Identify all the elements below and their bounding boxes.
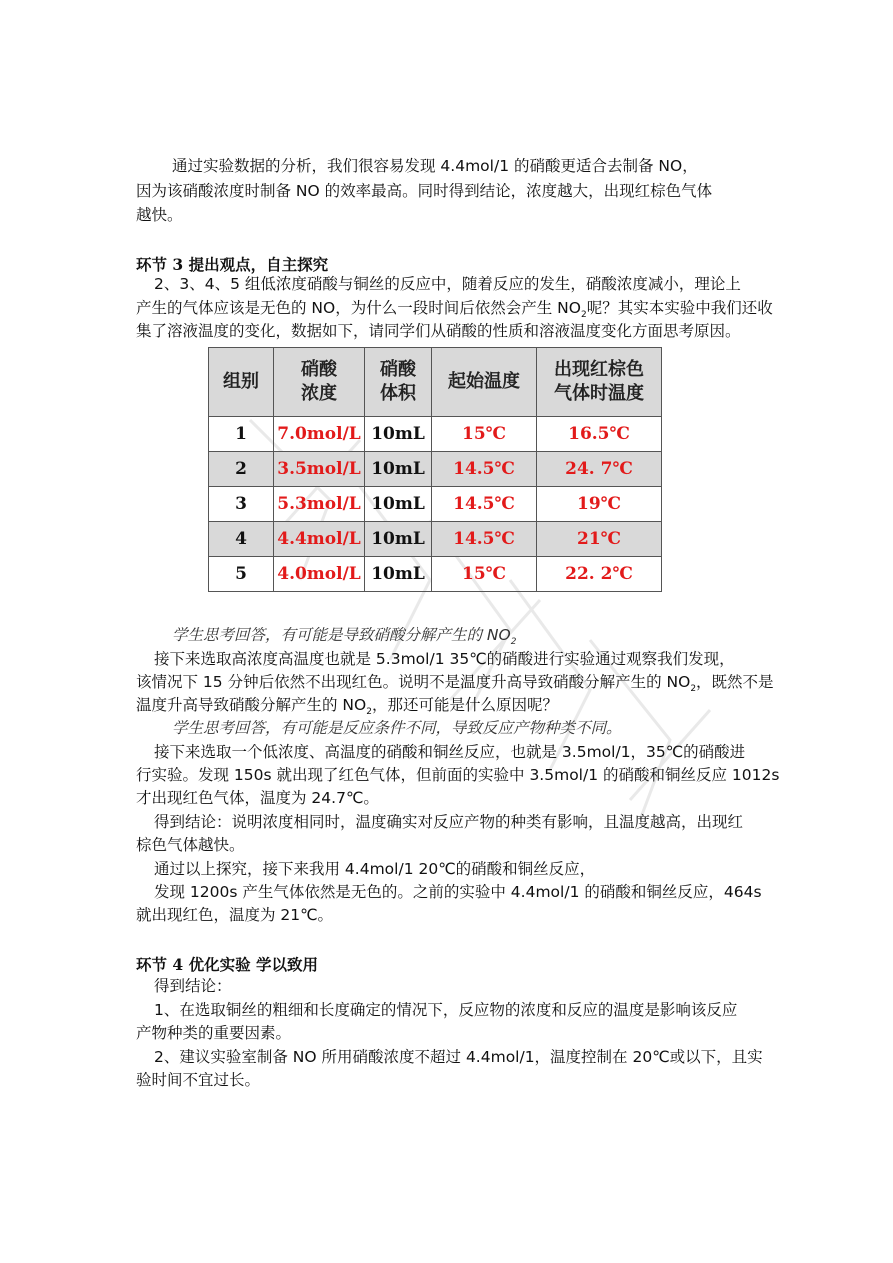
paragraph-line: 越快。 — [136, 206, 183, 224]
cell-concentration: 4.0mol/L — [274, 557, 365, 592]
paragraph-line: 1、在选取铜丝的粗细和长度确定的情况下，反应物的浓度和反应的温度是影响该反应 — [154, 1001, 738, 1019]
paragraph-line: 接下来选取高浓度高温度也就是 5.3mol/1 35℃的硝酸进行实验通过观察我们发现， — [154, 650, 735, 668]
table-row — [209, 557, 662, 592]
paragraph-line: 温度升高导致硝酸分解产生的 $NO_2$，那还可能是什么原因呢？ — [136, 696, 558, 718]
cell-group: 5 — [209, 557, 274, 592]
cell-volume: 10mL — [365, 557, 432, 592]
section-heading-3: 环节 3 提出观点，自主探究 — [136, 255, 329, 274]
paragraph-line: 棕色气体越快。 — [136, 836, 245, 854]
cell-group: 1 — [209, 417, 274, 452]
temperature-data-table — [208, 347, 662, 592]
header-concentration: 硝酸 浓度 — [274, 348, 365, 417]
header-start-temp: 起始温度 — [432, 348, 537, 417]
paragraph-line: 该情况下 15 分钟后依然不出现红色。说明不是温度升高导致硝酸分解产生的 $NO_2$，既然不是 — [136, 673, 774, 695]
cell-red-gas-temp: 21℃ — [537, 522, 662, 557]
student-answer-line: 学生思考回答，有可能是导致硝酸分解产生的 $NO_2$ — [172, 626, 517, 648]
header-red-gas-temp: 出现红棕色 气体时温度 — [537, 348, 662, 417]
cell-group: 4 — [209, 522, 274, 557]
cell-volume: 10mL — [365, 487, 432, 522]
paragraph-line: 集了溶液温度的变化，数据如下，请同学们从硝酸的性质和溶液温度变化方面思考原因。 — [136, 322, 741, 340]
cell-volume: 10mL — [365, 417, 432, 452]
paragraph-line: 得到结论：说明浓度相同时，温度确实对反应产物的种类有影响，且温度越高，出现红 — [154, 813, 744, 831]
header-volume: 硝酸 体积 — [365, 348, 432, 417]
paragraph-line: 因为该硝酸浓度时制备 NO 的效率最高。同时得到结论，浓度越大，出现红棕色气体 — [136, 182, 713, 200]
paragraph-line: 产生的气体应该是无色的 NO，为什么一段时间后依然会产生 $NO_2$呢？其实本实验中我们还收 — [136, 299, 773, 321]
cell-start-temp: 14.5℃ — [432, 487, 537, 522]
cell-red-gas-temp: 16.5℃ — [537, 417, 662, 452]
cell-volume: 10mL — [365, 522, 432, 557]
cell-volume: 10mL — [365, 452, 432, 487]
section-heading-4: 环节 4 优化实验 学以致用 — [136, 955, 318, 974]
cell-red-gas-temp: 19℃ — [537, 487, 662, 522]
paragraph-line: 通过以上探究，接下来我用 4.4mol/1 20℃的硝酸和铜丝反应， — [154, 860, 596, 878]
paragraph-line: 验时间不宜过长。 — [136, 1071, 261, 1089]
cell-group: 2 — [209, 452, 274, 487]
paragraph-line: 才出现红色气体，温度为 24.7℃。 — [136, 789, 379, 807]
paragraph-line: 接下来选取一个低浓度、高温度的硝酸和铜丝反应，也就是 3.5mol/1，35℃的硝酸进 — [154, 743, 746, 761]
student-answer-line: 学生思考回答，有可能是反应条件不同，导致反应产物种类不同。 — [172, 719, 622, 737]
paragraph-line: 得到结论： — [154, 977, 232, 995]
paragraph-line: 发现 1200s 产生气体依然是无色的。之前的实验中 4.4mol/1 的硝酸和铜丝反应，464s — [154, 883, 762, 901]
cell-concentration: 3.5mol/L — [274, 452, 365, 487]
table-row — [209, 417, 662, 452]
cell-start-temp: 15℃ — [432, 557, 537, 592]
paragraph-line: 2、建议实验室制备 NO 所用硝酸浓度不超过 4.4mol/1，温度控制在 20℃或以下，且实 — [154, 1048, 763, 1066]
cell-start-temp: 15℃ — [432, 417, 537, 452]
cell-start-temp: 14.5℃ — [432, 522, 537, 557]
paragraph-line: 产物种类的重要因素。 — [136, 1024, 292, 1042]
paragraph-line: 2、3、4、5 组低浓度硝酸与铜丝的反应中，随着反应的发生，硝酸浓度减小，理论上 — [154, 275, 741, 293]
table-row — [209, 487, 662, 522]
cell-start-temp: 14.5℃ — [432, 452, 537, 487]
cell-group: 3 — [209, 487, 274, 522]
table-row — [209, 452, 662, 487]
cell-concentration: 7.0mol/L — [274, 417, 365, 452]
paragraph-line: 行实验。发现 150s 就出现了红色气体，但前面的实验中 3.5mol/1 的硝酸和铜丝反应 1012s — [136, 766, 780, 784]
cell-red-gas-temp: 22. 2℃ — [537, 557, 662, 592]
paragraph-line: 就出现红色，温度为 21℃。 — [136, 906, 334, 924]
cell-red-gas-temp: 24. 7℃ — [537, 452, 662, 487]
cell-concentration: 5.3mol/L — [274, 487, 365, 522]
table-row — [209, 522, 662, 557]
paragraph-line: 通过实验数据的分析，我们很容易发现 4.4mol/1 的硝酸更适合去制备 NO， — [172, 157, 698, 175]
header-group: 组别 — [209, 348, 274, 417]
cell-concentration: 4.4mol/L — [274, 522, 365, 557]
